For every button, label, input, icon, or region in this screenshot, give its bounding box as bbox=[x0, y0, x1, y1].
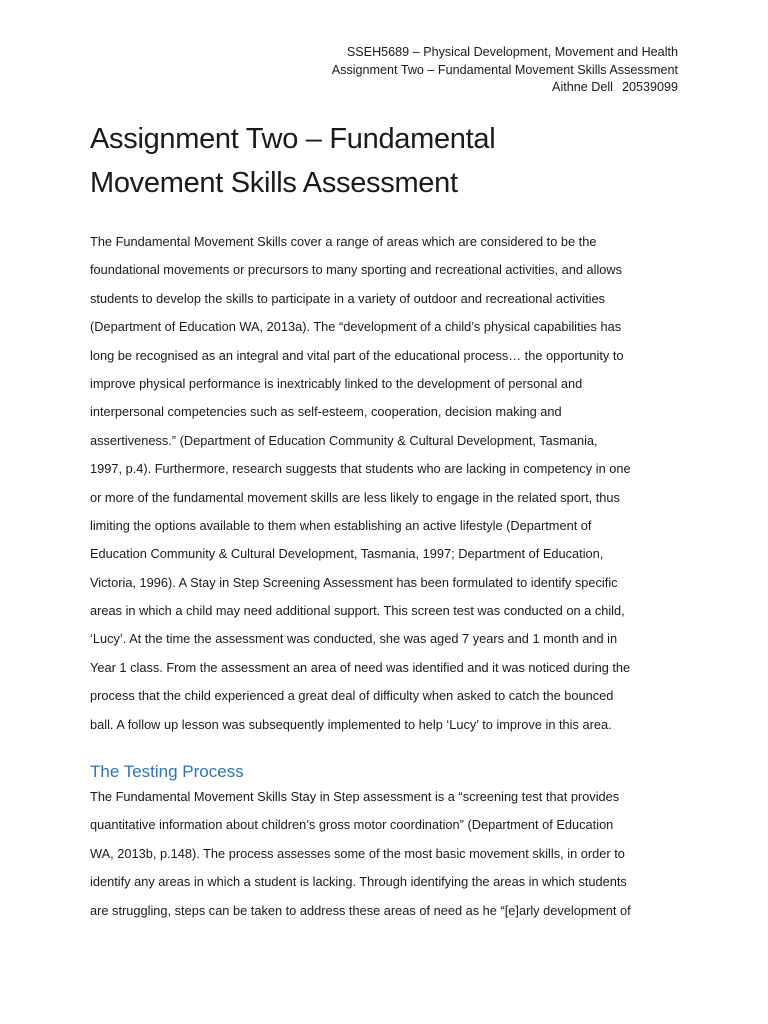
section-heading-testing-process: The Testing Process bbox=[90, 762, 244, 781]
author-name: Aithne Dell bbox=[552, 80, 613, 94]
paragraph-line: ‘Lucy’. At the time the assessment was conducted, she was aged 7 years and 1 month and in bbox=[90, 631, 618, 647]
paragraph-line: quantitative information about children’s gross motor coordination” (Department of Education bbox=[90, 817, 614, 833]
paragraph-line: Education Community & Cultural Development, Tasmania, 1997; Department of Education, bbox=[90, 546, 604, 562]
paragraph-line: long be recognised as an integral and vital part of the educational process… the opportunity to bbox=[90, 347, 624, 363]
paragraph-line: limiting the options available to them when establishing an active lifestyle (Department of bbox=[90, 517, 592, 533]
paragraph-line: 1997, p.4). Furthermore, research suggests that students who are lacking in competency in one bbox=[90, 461, 631, 477]
paragraph-line: The Fundamental Movement Skills Stay in Step assessment is a “screening test that provides bbox=[90, 789, 620, 804]
paragraph-line: assertiveness.” (Department of Education Community & Cultural Development, Tasmania, bbox=[90, 432, 598, 448]
paragraph-line: identify any areas in which a student is lacking. Through identifying the areas in which students bbox=[90, 874, 627, 890]
paragraph-line: (Department of Education WA, 2013a). The “development of a child’s physical capabilities has bbox=[90, 319, 622, 335]
paragraph-line: ball. A follow up lesson was subsequently implemented to help ‘Lucy’ to improve in this area. bbox=[90, 716, 612, 732]
paragraph-line: Victoria, 1996). A Stay in Step Screening Assessment has been formulated to identify specific bbox=[90, 574, 618, 590]
testing-process-paragraph bbox=[90, 783, 690, 925]
paragraph-line: interpersonal competencies such as self-esteem, cooperation, decision making and bbox=[90, 404, 562, 420]
paragraph-line: or more of the fundamental movement skills are less likely to engage in the related sport, thus bbox=[90, 489, 620, 505]
intro-paragraph bbox=[90, 228, 690, 739]
paragraph-line: students to develop the skills to participate in a variety of outdoor and recreational activities bbox=[90, 290, 606, 306]
title-line: Assignment Two – Fundamental bbox=[90, 123, 496, 155]
paragraph-line: WA, 2013b, p.148). The process assesses some of the most basic movement skills, in order to bbox=[90, 845, 625, 861]
paragraph-line: foundational movements or precursors to many sporting and recreational activities, and allows bbox=[90, 262, 623, 278]
paragraph-line: areas in which a child may need additional support. This screen test was conducted on a child, bbox=[90, 603, 625, 619]
document-title bbox=[90, 117, 690, 205]
header-course: SSEH5689 – Physical Development, Movement and Health bbox=[346, 45, 678, 59]
paragraph-line: Year 1 class. From the assessment an area of need was identified and it was noticed during the bbox=[90, 659, 631, 675]
header-assignment: Assignment Two – Fundamental Movement Skills Assessment bbox=[331, 62, 678, 77]
paragraph-line: are struggling, steps can be taken to address these areas of need as he “[e]arly development of bbox=[90, 902, 631, 918]
student-id: 20539099 bbox=[621, 80, 678, 94]
header-author bbox=[332, 79, 678, 97]
paragraph-line: improve physical performance is inextricably linked to the development of personal and bbox=[90, 375, 583, 391]
paragraph-line: process that the child experienced a great deal of difficulty when asked to catch the bounced bbox=[90, 688, 614, 704]
paragraph-line: The Fundamental Movement Skills cover a range of areas which are considered to be the bbox=[90, 234, 597, 249]
page-header bbox=[332, 44, 678, 97]
title-line: Movement Skills Assessment bbox=[90, 167, 458, 199]
